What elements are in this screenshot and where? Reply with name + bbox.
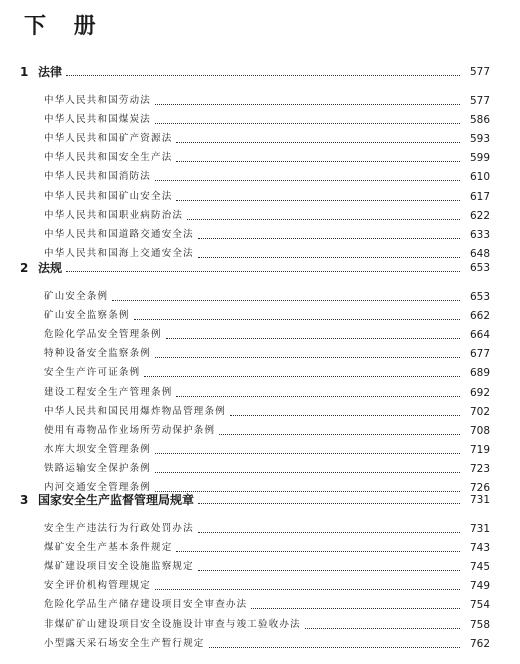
entry-title: 煤矿安全生产基本条件规定	[44, 542, 173, 553]
entry-title: 矿山安全条例	[44, 291, 109, 302]
toc-entry[interactable]	[0, 131, 520, 147]
page-number: 708	[469, 425, 490, 437]
section-title: 法规	[38, 261, 63, 275]
page-number: 610	[469, 171, 490, 183]
page-number: 726	[469, 482, 490, 494]
page-number: 577	[469, 95, 490, 107]
page-number: 653	[469, 291, 490, 303]
dot-leader	[155, 104, 460, 105]
entry-title: 内河交通安全管理条例	[44, 482, 152, 493]
dot-leader	[134, 319, 460, 320]
dot-leader	[198, 570, 460, 571]
toc-entry[interactable]	[0, 404, 520, 420]
toc-entry[interactable]	[0, 423, 520, 439]
page-number: 758	[469, 619, 490, 631]
toc-entry[interactable]	[0, 189, 520, 205]
toc-entry[interactable]	[0, 227, 520, 243]
toc-entry[interactable]	[0, 521, 520, 537]
entry-title: 中华人民共和国海上交通安全法	[44, 248, 194, 259]
toc-entry[interactable]	[0, 365, 520, 381]
page-number: 692	[469, 387, 490, 399]
dot-leader	[176, 161, 460, 162]
dot-leader	[66, 271, 460, 272]
page-number: 731	[469, 494, 490, 506]
section-number: 3	[20, 493, 29, 507]
page-number: 719	[469, 444, 490, 456]
toc-entry[interactable]	[0, 559, 520, 575]
entry-title: 建设工程安全生产管理条例	[44, 387, 173, 398]
dot-leader	[209, 647, 460, 648]
page-number: 723	[469, 463, 490, 475]
entry-title: 安全生产违法行为行政处罚办法	[44, 523, 194, 534]
toc-entry[interactable]	[0, 150, 520, 166]
entry-title: 小型露天采石场安全生产暂行规定	[44, 638, 205, 649]
page-number: 702	[469, 406, 490, 418]
entry-title: 中华人民共和国道路交通安全法	[44, 229, 194, 240]
entry-title: 特种设备安全监察条例	[44, 348, 152, 359]
toc-entry[interactable]	[0, 540, 520, 556]
entry-title: 中华人民共和国矿产资源法	[44, 133, 173, 144]
entry-title: 危险化学品生产储存建设项目安全审查办法	[44, 599, 248, 610]
toc-entry[interactable]	[0, 169, 520, 185]
page-number: 664	[469, 329, 490, 341]
toc-entry[interactable]	[0, 385, 520, 401]
page-number: 743	[469, 542, 490, 554]
dot-leader	[198, 503, 460, 504]
dot-leader	[305, 628, 460, 629]
page-number: 754	[469, 599, 490, 611]
section-number: 1	[20, 65, 29, 79]
dot-leader	[144, 376, 460, 377]
page-number: 617	[469, 191, 490, 203]
entry-title: 铁路运输安全保护条例	[44, 463, 152, 474]
page-number: 653	[469, 262, 490, 274]
toc-entry[interactable]	[0, 289, 520, 305]
page-number: 633	[469, 229, 490, 241]
section-title: 法律	[38, 65, 63, 79]
entry-title: 煤矿建设项目安全设施监察规定	[44, 561, 194, 572]
page-number: 731	[469, 523, 490, 535]
dot-leader	[198, 238, 460, 239]
page-number: 762	[469, 638, 490, 650]
toc-entry[interactable]	[0, 208, 520, 224]
dot-leader	[198, 532, 460, 533]
entry-title: 中华人民共和国劳动法	[44, 95, 152, 106]
dot-leader	[66, 75, 460, 76]
entry-title: 非煤矿矿山建设项目安全设施设计审查与竣工验收办法	[44, 619, 301, 630]
toc-entry[interactable]	[0, 93, 520, 109]
toc-section[interactable]	[0, 64, 520, 80]
toc-entry[interactable]	[0, 461, 520, 477]
page-number: 622	[469, 210, 490, 222]
dot-leader	[155, 589, 460, 590]
toc-entry[interactable]	[0, 636, 520, 652]
dot-leader	[176, 396, 460, 397]
page-number: 648	[469, 248, 490, 260]
dot-leader	[155, 472, 460, 473]
toc-section[interactable]	[0, 492, 520, 508]
dot-leader	[230, 415, 460, 416]
toc-entry[interactable]	[0, 346, 520, 362]
toc-entry[interactable]	[0, 308, 520, 324]
toc-entry[interactable]	[0, 327, 520, 343]
dot-leader	[155, 453, 460, 454]
page-number: 599	[469, 152, 490, 164]
page-number: 689	[469, 367, 490, 379]
page-number: 745	[469, 561, 490, 573]
entry-title: 中华人民共和国煤炭法	[44, 114, 152, 125]
entry-title: 矿山安全监察条例	[44, 310, 130, 321]
section-title: 国家安全生产监督管理局规章	[38, 493, 195, 507]
entry-title: 安全评价机构管理规定	[44, 580, 152, 591]
toc-entry[interactable]	[0, 597, 520, 613]
page-number: 577	[469, 66, 490, 78]
dot-leader	[155, 357, 460, 358]
entry-title: 中华人民共和国民用爆炸物品管理条例	[44, 406, 226, 417]
dot-leader	[112, 300, 460, 301]
toc-section[interactable]	[0, 260, 520, 276]
toc-entry[interactable]	[0, 112, 520, 128]
entry-title: 中华人民共和国安全生产法	[44, 152, 173, 163]
page-number: 662	[469, 310, 490, 322]
dot-leader	[187, 219, 460, 220]
page-title: 下 册	[24, 13, 106, 39]
dot-leader	[176, 551, 460, 552]
entry-title: 使用有毒物品作业场所劳动保护条例	[44, 425, 216, 436]
toc-entry[interactable]	[0, 617, 520, 633]
dot-leader	[176, 200, 460, 201]
entry-title: 中华人民共和国职业病防治法	[44, 210, 184, 221]
toc-entry[interactable]	[0, 442, 520, 458]
dot-leader	[219, 434, 460, 435]
page-number: 593	[469, 133, 490, 145]
page-number: 677	[469, 348, 490, 360]
entry-title: 中华人民共和国消防法	[44, 171, 152, 182]
dot-leader	[176, 142, 460, 143]
entry-title: 安全生产许可证条例	[44, 367, 141, 378]
entry-title: 水库大坝安全管理条例	[44, 444, 152, 455]
dot-leader	[166, 338, 460, 339]
page-number: 586	[469, 114, 490, 126]
toc-entry[interactable]	[0, 578, 520, 594]
dot-leader	[251, 608, 460, 609]
entry-title: 中华人民共和国矿山安全法	[44, 191, 173, 202]
dot-leader	[198, 257, 460, 258]
page-number: 749	[469, 580, 490, 592]
dot-leader	[155, 123, 460, 124]
dot-leader	[155, 180, 460, 181]
section-number: 2	[20, 261, 29, 275]
entry-title: 危险化学品安全管理条例	[44, 329, 162, 340]
